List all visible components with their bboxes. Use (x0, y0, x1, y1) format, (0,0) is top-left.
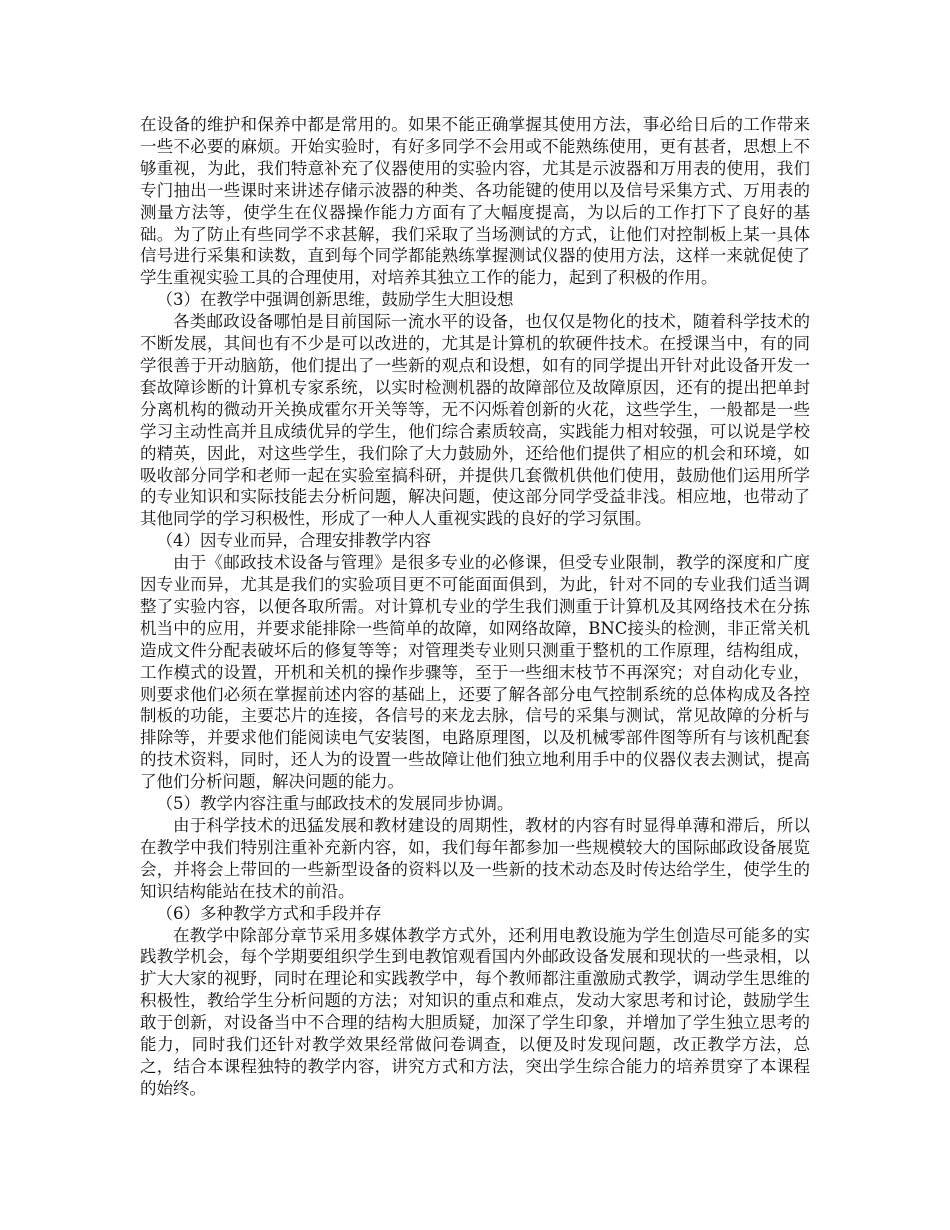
section-heading-4: （4）因专业而异，合理安排教学内容 (156, 531, 431, 551)
paragraph-content-updates: 由于科学技术的迅猛发展和教材建设的周期性，教材的内容有时显得单薄和滞后，所以在教学中我们特别注重补充新内容，如，我们每年都参加一些规模较大的国际邮政设备展览会，并将会上带回的一些新型设备的资料以及一些新的技术动态及时传达给学生，使学生的知识结构能站在技术的前沿。 (140, 816, 810, 901)
section-heading-3: （3）在教学中强调创新思维，鼓励学生大胆设想 (156, 290, 514, 310)
section-heading-5: （5）教学内容注重与邮政技术的发展同步协调。 (156, 794, 514, 814)
section-heading-6: （6）多种教学方式和手段并存 (156, 903, 382, 923)
document-body (140, 114, 810, 1100)
paragraph-teaching-methods: 在教学中除部分章节采用多媒体教学方式外，还利用电教设施为学生创造尽可能多的实践教学机会，每个学期要组织学生到电教馆观看国内外邮政设备发展和现状的一些录相，以扩大大家的视野，同时在理论和实践教学中，每个教师都注重激励式教学，调动学生思维的积极性，教给学生分析问题的方法；对知识的重点和难点，发动大家思考和讨论，鼓励学生敢于创新，对设备当中不合理的结构大胆质疑，加深了学生印象，并增加了学生独立思考的能力，同时我们还针对教学效果经常做问卷调查，以便及时发现问题，改正教学方法，总之，结合本课程独特的教学内容，讲究方式和方法，突出学生综合能力的培养贯穿了本课程的始终。 (140, 925, 810, 1098)
paragraph-major-specific-content: 由于《邮政技术设备与管理》是很多专业的必修课，但受专业限制，教学的深度和广度因专业而异，尤其是我们的实验项目更不可能面面俱到，为此，针对不同的专业我们适当调整了实验内容，以便各取所需。对计算机专业的学生我们测重于计算机及其网络技术在分拣机当中的应用，并要求能排除一些简单的故障，如网络故障，BNC接头的检测，非正常关机造成文件分配表破坏后的修复等等；对管理类专业则只测重于整机的工作原理，结构组成，工作模式的设置，开机和关机的操作步骤等，至于一些细末枝节不再深究；对自动化专业，则要求他们必须在掌握前述内容的基础上，还要了解各部分电气控制系统的总体构成及各控制板的功能，主要芯片的连接，各信号的来龙去脉，信号的采集与测试，常见故障的分析与排除等，并要求他们能阅读电气安装图，电路原理图，以及机械零部件图等所有与该机配套的技术资料，同时，还人为的设置一些故障让他们独立地利用手中的仪器仪表去测试，提高了他们分析问题，解决问题的能力。 (140, 553, 810, 792)
paragraph-innovation: 各类邮政设备哪怕是目前国际一流水平的设备，也仅仅是物化的技术，随着科学技术的不断发展，其间也有不少是可以改进的，尤其是计算机的软硬件技术。在授课当中，有的同学很善于开动脑筋，他们提出了一些新的观点和设想，如有的同学提出开针对此设备开发一套故障诊断的计算机专家系统，以实时检测机器的故障部位及故障原因，还有的提出把单封分离机构的微动开关换成霍尔开关等等，无不闪烁着创新的火花，这些学生，一般都是一些学习主动性高并且成绩优异的学生，他们综合素质较高，实践能力相对较强，可以说是学校的精英，因此，对这些学生，我们除了大力鼓励外，还给他们提供了相应的机会和环境，如吸收部分同学和老师一起在实验室搞科研，并提供几套微机供他们使用，鼓励他们运用所学的专业知识和实际技能去分析问题，解决问题，使这部分同学受益非浅。相应地，也带动了其他同学的学习积极性，形成了一种人人重视实践的良好的学习氛围。 (140, 312, 810, 529)
paragraph-instrument-usage: 在设备的维护和保养中都是常用的。如果不能正确掌握其使用方法，事必给日后的工作带来一些不必要的麻烦。开始实验时，有好多同学不会用或不能熟练使用，更有甚者，思想上不够重视，为此，我们特意补充了仪器使用的实验内容，尤其是示波器和万用表的使用，我们专门抽出一些课时来讲述存储示波器的种类、各功能键的使用以及信号采集方式、万用表的测量方法等，使学生在仪器操作能力方面有了大幅度提高，为以后的工作打下了良好的基础。为了防止有些同学不求甚解，我们采取了当场测试的方式，让他们对控制板上某一具体信号进行采集和读数，直到每个同学都能熟练掌握测试仪器的使用方法，这样一来就促使了学生重视实验工具的合理使用，对培养其独立工作的能力，起到了积极的作用。 (140, 115, 810, 288)
